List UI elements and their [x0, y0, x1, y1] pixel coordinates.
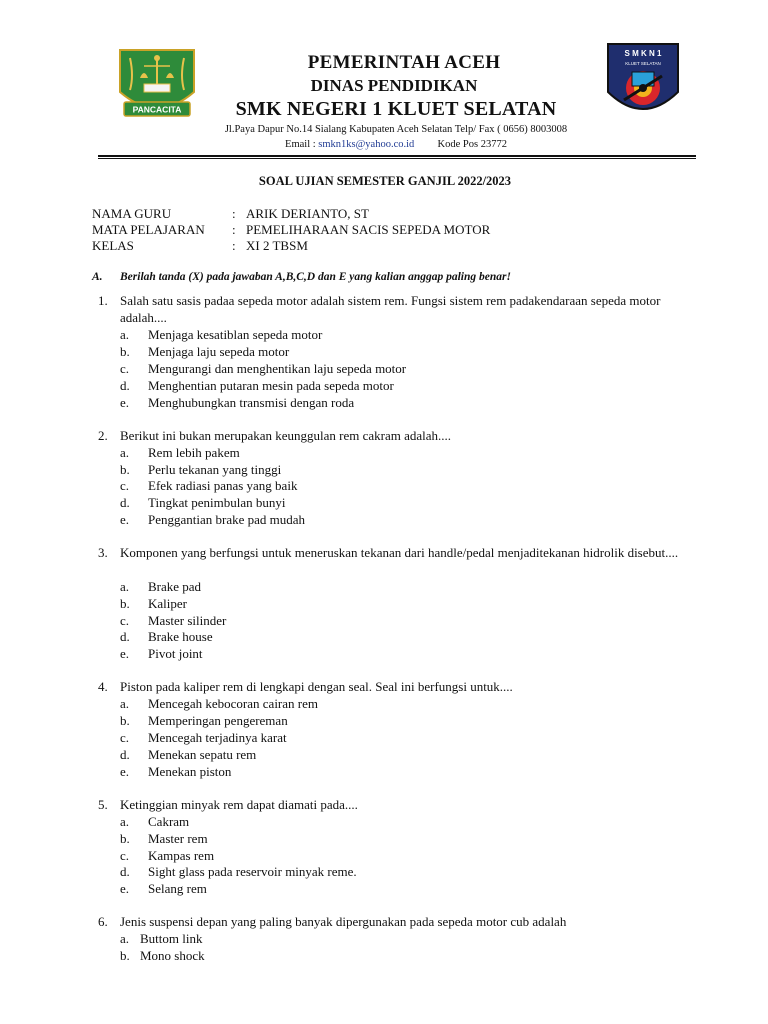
question-stem: Piston pada kaliper rem di lengkapi dengan seal. Seal ini berfungsi untuk.... — [120, 679, 513, 694]
option-text: Master rem — [148, 831, 208, 846]
question-stem: Salah satu sasis padaa sepeda motor adalah sistem rem. Fungsi sistem rem padakendaraan sepeda motor adalah.... — [120, 293, 661, 325]
header-government: PEMERINTAH ACEH — [307, 52, 501, 73]
option-text: Selang rem — [148, 881, 207, 896]
info-value: PEMELIHARAAN SACIS SEPEDA MOTOR — [246, 222, 491, 237]
option-letter: c. — [120, 730, 130, 745]
option-text: Menekan sepatu rem — [148, 747, 257, 762]
email-label: Email : — [285, 139, 316, 150]
header-contact — [0, 139, 768, 150]
option-letter: d. — [120, 378, 130, 393]
info-value: ARIK DERIANTO, ST — [246, 206, 369, 221]
option-letter: b. — [120, 831, 130, 846]
logo-right-text: S M K N 1 — [624, 49, 662, 58]
header-department: DINAS PENDIDIKAN — [310, 76, 478, 95]
info-colon: : — [232, 222, 236, 237]
question-number: 2. — [98, 428, 108, 443]
option-letter: a. — [120, 696, 130, 711]
option-text: Memperingan pengereman — [148, 713, 288, 728]
option-letter: d. — [120, 864, 130, 879]
option-letter: a. — [120, 327, 130, 342]
option-text: Sight glass pada reservoir minyak reme. — [148, 864, 357, 879]
option-letter: a. — [120, 445, 130, 460]
option-letter: d. — [120, 747, 130, 762]
info-colon: : — [232, 206, 236, 221]
header-divider — [98, 155, 696, 157]
option-text: Tingkat penimbulan bunyi — [148, 495, 286, 510]
logo-left-text: PANCACITA — [132, 104, 182, 115]
option-letter: d. — [120, 495, 130, 510]
instruction-text: Berilah tanda (X) pada jawaban A,B,C,D dan E yang kalian anggap paling benar! — [120, 271, 511, 283]
header-address: Jl.Paya Dapur No.14 Sialang Kabupaten Aceh Selatan Telp/ Fax ( 0656) 8003008 — [224, 124, 568, 135]
option-letter: b. — [120, 344, 130, 359]
option-text: Mono shock — [140, 948, 205, 963]
option-text: Master silinder — [148, 613, 227, 628]
option-letter: e. — [120, 395, 130, 410]
info-label: MATA PELAJARAN — [92, 222, 205, 237]
header-school-name: SMK NEGERI 1 KLUET SELATAN — [235, 98, 557, 120]
option-letter: b. — [120, 462, 130, 477]
instruction — [92, 271, 511, 283]
question-number: 1. — [98, 293, 108, 308]
option-text: Rem lebih pakem — [148, 445, 240, 460]
question-stem: Berikut ini bukan merupakan keunggulan rem cakram adalah.... — [120, 428, 452, 443]
option-text: Perlu tekanan yang tinggi — [148, 462, 282, 477]
logo-right-sub: KLUET SELATAN — [625, 61, 661, 66]
question-number: 5. — [98, 797, 108, 812]
instruction-letter: A. — [92, 271, 103, 283]
option-text: Menghubungkan transmisi dengan roda — [148, 395, 355, 410]
option-text: Efek radiasi panas yang baik — [148, 478, 298, 493]
option-letter: c. — [120, 361, 130, 376]
info-colon: : — [232, 238, 236, 253]
option-text: Penggantian brake pad mudah — [148, 512, 306, 527]
option-letter: e. — [120, 512, 130, 527]
option-text: Menjaga laju sepeda motor — [148, 344, 290, 359]
info-label: NAMA GURU — [92, 206, 172, 221]
option-letter: d. — [120, 629, 130, 644]
option-text: Menjaga kesatiblan sepeda motor — [148, 327, 323, 342]
option-text: Menekan piston — [148, 764, 232, 779]
postcode: Kode Pos 23772 — [437, 139, 507, 150]
option-text: Buttom link — [140, 931, 203, 946]
question-number: 6. — [98, 914, 108, 929]
option-letter: e. — [120, 764, 130, 779]
option-text: Brake pad — [148, 579, 202, 594]
option-text: Pivot joint — [148, 646, 203, 661]
option-text: Kampas rem — [148, 848, 215, 863]
option-letter: a. — [120, 579, 130, 594]
question-number: 3. — [98, 545, 108, 560]
info-value: XI 2 TBSM — [246, 238, 308, 253]
exam-title: SOAL UJIAN SEMESTER GANJIL 2022/2023 — [258, 174, 512, 188]
option-letter: c. — [120, 478, 130, 493]
option-letter: c. — [120, 613, 130, 628]
email-link[interactable]: smkn1ks@yahoo.co.id — [318, 139, 415, 150]
question-number: 4. — [98, 679, 108, 694]
option-text: Cakram — [148, 814, 190, 829]
option-letter: e. — [120, 646, 130, 661]
option-letter: b. — [120, 596, 130, 611]
option-letter: a. — [120, 931, 130, 946]
option-text: Mencegah terjadinya karat — [148, 730, 287, 745]
option-letter: c. — [120, 848, 130, 863]
option-letter: e. — [120, 881, 130, 896]
option-text: Brake house — [148, 629, 213, 644]
option-letter: b. — [120, 948, 130, 963]
question-stem: Jenis suspensi depan yang paling banyak dipergunakan pada sepeda motor cub adalah — [120, 914, 567, 929]
question-stem: Komponen yang berfungsi untuk meneruskan tekanan dari handle/pedal menjaditekanan hidrolik disebut.... — [120, 545, 679, 560]
option-text: Mengurangi dan menghentikan laju sepeda motor — [148, 361, 407, 376]
option-letter: a. — [120, 814, 130, 829]
option-text: Kaliper — [148, 596, 187, 611]
option-letter: b. — [120, 713, 130, 728]
info-label: KELAS — [92, 238, 134, 253]
option-text: Menghentian putaran mesin pada sepeda motor — [148, 378, 394, 393]
option-text: Mencegah kebocoran cairan rem — [148, 696, 318, 711]
question-stem: Ketinggian minyak rem dapat diamati pada.... — [120, 797, 358, 812]
header-divider-thin — [98, 158, 696, 159]
